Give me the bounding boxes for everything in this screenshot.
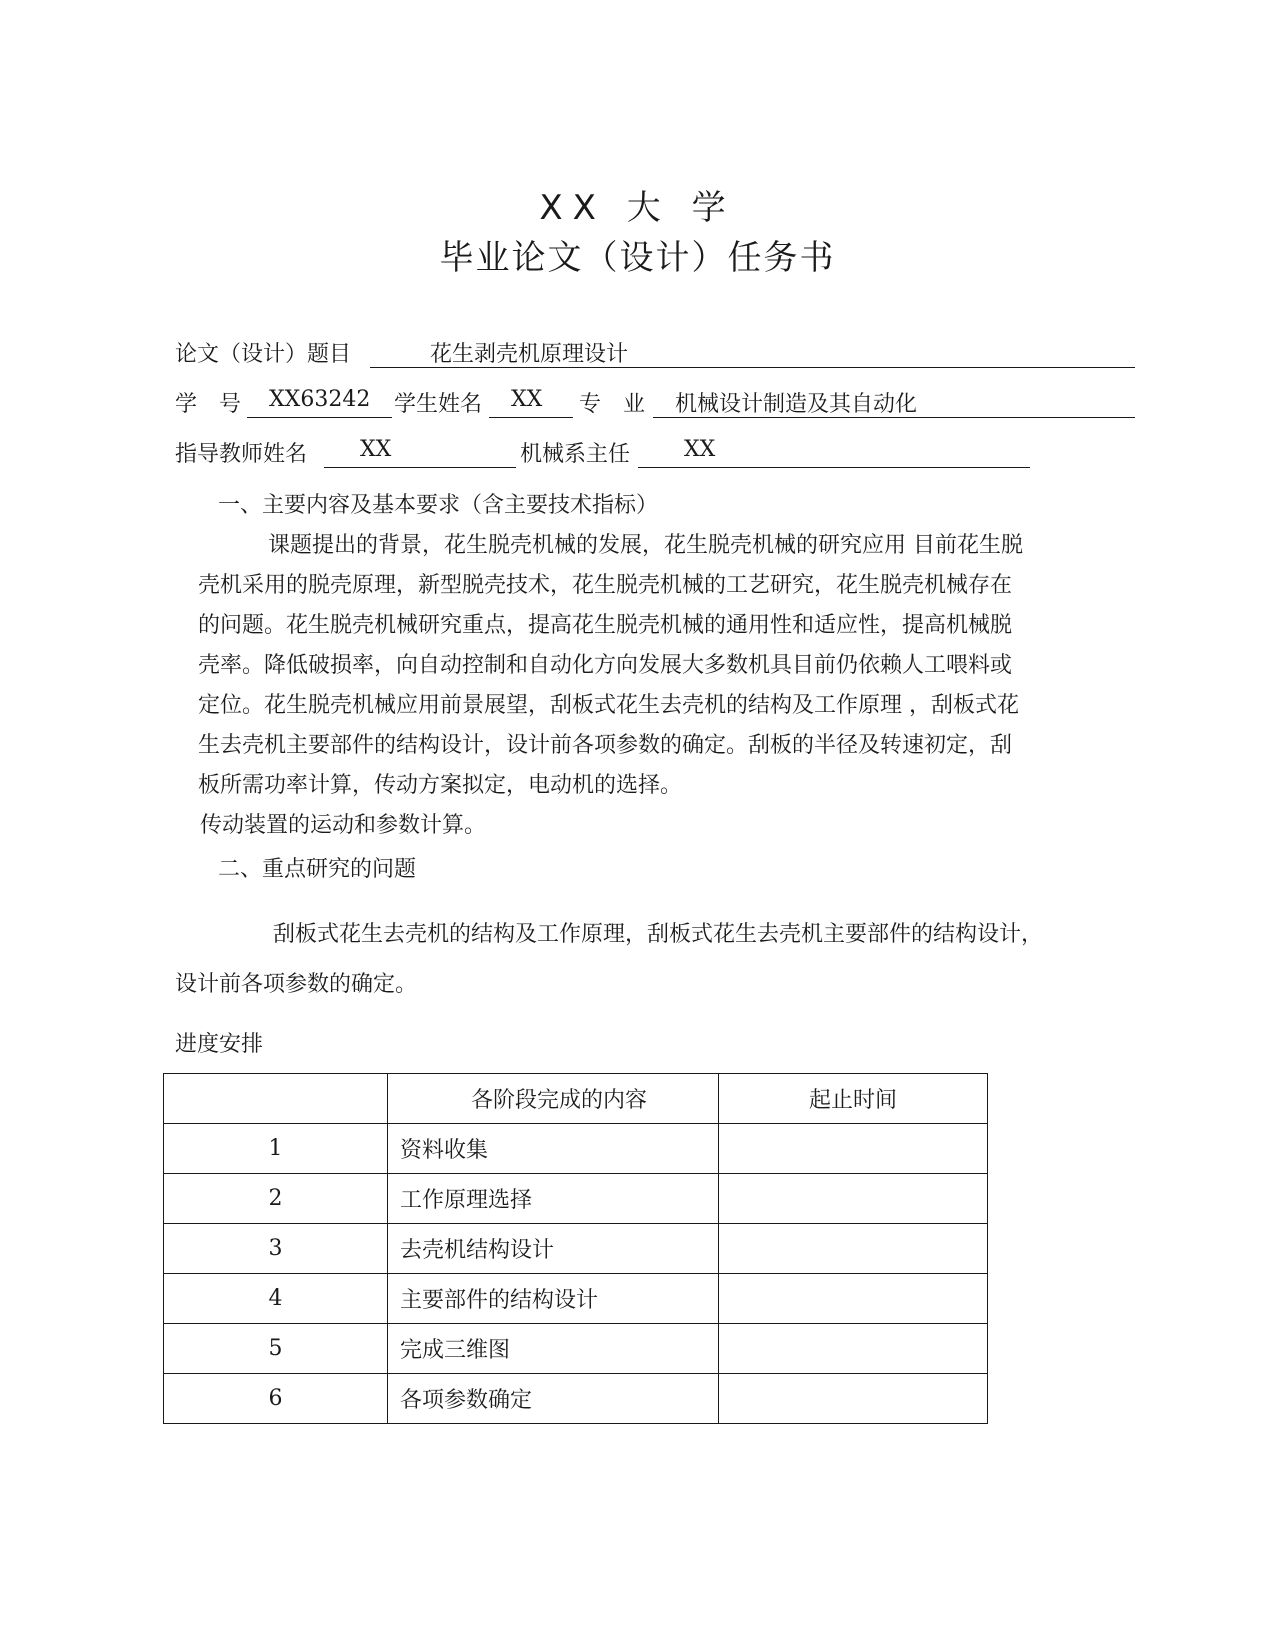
row-content[interactable]: 资料收集 bbox=[388, 1124, 719, 1174]
row-content[interactable]: 主要部件的结构设计 bbox=[388, 1274, 719, 1324]
advisor-field[interactable] bbox=[324, 437, 516, 468]
section1-line: 的问题。花生脱壳机械研究重点，提高花生脱壳机械的通用性和适应性，提高机械脱 bbox=[198, 613, 1013, 638]
row-number: 2 bbox=[164, 1174, 388, 1224]
university-name: XX 大 学 bbox=[539, 188, 736, 228]
section1-heading: 一、主要内容及基本要求（含主要技术指标） bbox=[218, 493, 659, 518]
row-time[interactable] bbox=[719, 1274, 988, 1324]
table-row bbox=[164, 1324, 988, 1374]
section1-line: 课题提出的背景，花生脱壳机械的发展，花生脱壳机械的研究应用 目前花生脱 bbox=[268, 533, 1023, 558]
row-number: 5 bbox=[164, 1324, 388, 1374]
row-content[interactable]: 完成三维图 bbox=[388, 1324, 719, 1374]
row-content[interactable]: 去壳机结构设计 bbox=[388, 1224, 719, 1274]
student-name-label: 学生姓名 bbox=[394, 392, 483, 417]
dept-head-value: XX bbox=[684, 437, 716, 462]
section2-line: 设计前各项参数的确定。 bbox=[175, 972, 418, 997]
section1-line: 板所需功率计算，传动方案拟定，电动机的选择。 bbox=[198, 773, 683, 798]
header-cell bbox=[164, 1074, 388, 1124]
row-number: 4 bbox=[164, 1274, 388, 1324]
major-value: 机械设计制造及其自动化 bbox=[675, 392, 918, 417]
row-time[interactable] bbox=[719, 1324, 988, 1374]
section1-line: 传动装置的运动和参数计算。 bbox=[200, 813, 487, 838]
topic-value: 花生剥壳机原理设计 bbox=[430, 342, 629, 367]
row-number: 6 bbox=[164, 1374, 388, 1424]
document-title: 毕业论文（设计）任务书 bbox=[439, 238, 836, 278]
student-info-row bbox=[175, 387, 1135, 419]
row-number: 3 bbox=[164, 1224, 388, 1274]
student-id-value: XX63242 bbox=[269, 387, 371, 412]
table-row bbox=[164, 1224, 988, 1274]
table-header-row bbox=[164, 1074, 988, 1124]
student-name-field[interactable] bbox=[489, 387, 573, 418]
dept-head-field[interactable] bbox=[638, 437, 1030, 468]
section1-line: 壳率。降低破损率，向自动控制和自动化方向发展大多数机具目前仍依赖人工喂料或 bbox=[198, 653, 1013, 678]
header-cell: 各阶段完成的内容 bbox=[388, 1074, 719, 1124]
row-number: 1 bbox=[164, 1124, 388, 1174]
row-time[interactable] bbox=[719, 1374, 988, 1424]
advisor-value: XX bbox=[360, 437, 392, 462]
table-row bbox=[164, 1124, 988, 1174]
advisor-row bbox=[175, 437, 1055, 469]
section2-heading: 二、重点研究的问题 bbox=[218, 857, 417, 882]
section1-line: 定位。花生脱壳机械应用前景展望，刮板式花生去壳机的结构及工作原理 ，刮板式花 bbox=[198, 693, 1019, 718]
table-row bbox=[164, 1174, 988, 1224]
schedule-label: 进度安排 bbox=[175, 1032, 264, 1057]
row-content[interactable]: 工作原理选择 bbox=[388, 1174, 719, 1224]
section1-line: 壳机采用的脱壳原理，新型脱壳技术，花生脱壳机械的工艺研究，花生脱壳机械存在 bbox=[198, 573, 1013, 598]
section1-line: 生去壳机主要部件的结构设计，设计前各项参数的确定。刮板的半径及转速初定，刮 bbox=[198, 733, 1013, 758]
major-label: 专 业 bbox=[579, 392, 646, 417]
row-time[interactable] bbox=[719, 1124, 988, 1174]
table-row bbox=[164, 1274, 988, 1324]
major-field[interactable] bbox=[653, 387, 1135, 418]
row-time[interactable] bbox=[719, 1224, 988, 1274]
topic-row bbox=[175, 337, 1135, 369]
topic-field[interactable] bbox=[370, 337, 1135, 368]
dept-head-label: 机械系主任 bbox=[520, 442, 631, 467]
student-name-value: XX bbox=[511, 387, 543, 412]
schedule-table bbox=[163, 1073, 988, 1424]
row-time[interactable] bbox=[719, 1174, 988, 1224]
advisor-label: 指导教师姓名 bbox=[175, 442, 308, 467]
row-content[interactable]: 各项参数确定 bbox=[388, 1374, 719, 1424]
section2-line: 刮板式花生去壳机的结构及工作原理，刮板式花生去壳机主要部件的结构设计， bbox=[273, 922, 1044, 947]
table-row bbox=[164, 1374, 988, 1424]
topic-label: 论文（设计）题目 bbox=[175, 342, 352, 367]
student-id-label: 学 号 bbox=[175, 392, 242, 417]
student-id-field[interactable] bbox=[247, 387, 392, 418]
header-cell: 起止时间 bbox=[719, 1074, 988, 1124]
